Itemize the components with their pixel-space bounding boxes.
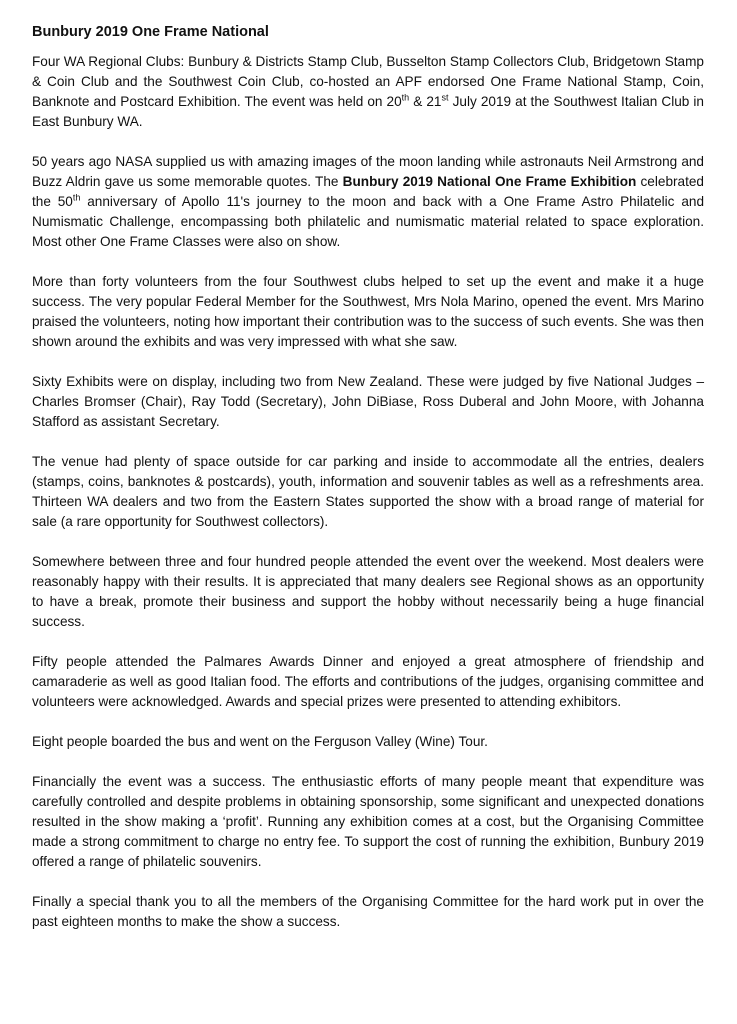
paragraph-financial: Financially the event was a success. The enthusiastic efforts of many people meant that expenditure was carefully controlled and despite problems in obtaining sponsorship, some significant and unexpected donations resulted in the show making a ‘profit’. Running any exhibition comes at a cost, but the Organising Committee made a strong commitment to charge no entry fee. To support the cost of running the exhibition, Bunbury 2019 offered a range of philatelic souvenirs. xyxy=(32,774,704,869)
paragraph-tour: Eight people boarded the bus and went on the Ferguson Valley (Wine) Tour. xyxy=(32,734,488,749)
paragraph-apollo-text-a: 50 years ago NASA supplied us with amazing images of the moon landing while astronauts Neil Armstrong and Buzz Aldrin gave us some memorable quotes. The xyxy=(32,154,704,189)
ordinal-suffix: th xyxy=(401,92,410,103)
paragraph-apollo-text-b: celebrated the 50 xyxy=(32,174,704,209)
paragraph-intro xyxy=(32,52,704,132)
paragraph-apollo xyxy=(32,152,704,252)
paragraph-intro-text-c: July 2019 at the Southwest Italian Club in East Bunbury WA. xyxy=(32,94,704,129)
exhibition-name-bold: Bunbury 2019 National One Frame Exhibition xyxy=(342,174,637,189)
paragraph-thanks: Finally a special thank you to all the members of the Organising Committee for the hard work put in over the past eighteen months to make the show a success. xyxy=(32,894,704,929)
ordinal-suffix: th xyxy=(72,192,81,203)
document-title: Bunbury 2019 One Frame National xyxy=(32,24,269,40)
paragraph-intro-text-a: Four WA Regional Clubs: Bunbury & Districts Stamp Club, Busselton Stamp Collectors Club, Bridgetown Stamp & Coin Club and the Southwest Coin Club, co-hosted an APF endorsed One Frame National Stamp, Coin, Banknote and Postcard Exhibition. The event was held on 20 xyxy=(32,54,704,109)
paragraph-attendance: Somewhere between three and four hundred people attended the event over the weekend. Most dealers were reasonably happy with their results. It is appreciated that many dealers see Regional shows as an opportunity to have a break, promote their business and support the hobby without necessarily being a huge financial success. xyxy=(32,554,704,629)
paragraph-apollo-text-c: anniversary of Apollo 11's journey to the moon and back with a One Frame Astro Philatelic and Numismatic Challenge, encompassing both philatelic and numismatic material related to space exploration. Most other One Frame Classes were also on show. xyxy=(32,194,705,249)
paragraph-volunteers: More than forty volunteers from the four Southwest clubs helped to set up the event and make it a huge success. The very popular Federal Member for the Southwest, Mrs Nola Marino, opened the event. Mrs Marino praised the volunteers, noting how important their contribution was to the success of such events. She was then shown around the exhibits and was very impressed with what she saw. xyxy=(32,274,704,349)
paragraph-awards-dinner: Fifty people attended the Palmares Awards Dinner and enjoyed a great atmosphere of friendship and camaraderie as well as good Italian food. The efforts and contributions of the judges, organising committee and volunteers were acknowledged. Awards and special prizes were presented to attending exhibitors. xyxy=(32,654,704,709)
paragraph-exhibits: Sixty Exhibits were on display, including two from New Zealand. These were judged by five National Judges – Charles Bromser (Chair), Ray Todd (Secretary), John DiBiase, Ross Duberal and John Moore, with Johanna Stafford as assistant Secretary. xyxy=(32,374,704,429)
ordinal-suffix: st xyxy=(441,92,449,103)
paragraph-intro-text-b: & 21 xyxy=(409,94,442,109)
document-page xyxy=(32,22,704,952)
paragraph-venue: The venue had plenty of space outside for car parking and inside to accommodate all the entries, dealers (stamps, coins, banknotes & postcards), youth, information and souvenir tables as well as a refreshments area. Thirteen WA dealers and two from the Eastern States supported the show with a broad range of material for sale (a rare opportunity for Southwest collectors). xyxy=(32,454,704,529)
